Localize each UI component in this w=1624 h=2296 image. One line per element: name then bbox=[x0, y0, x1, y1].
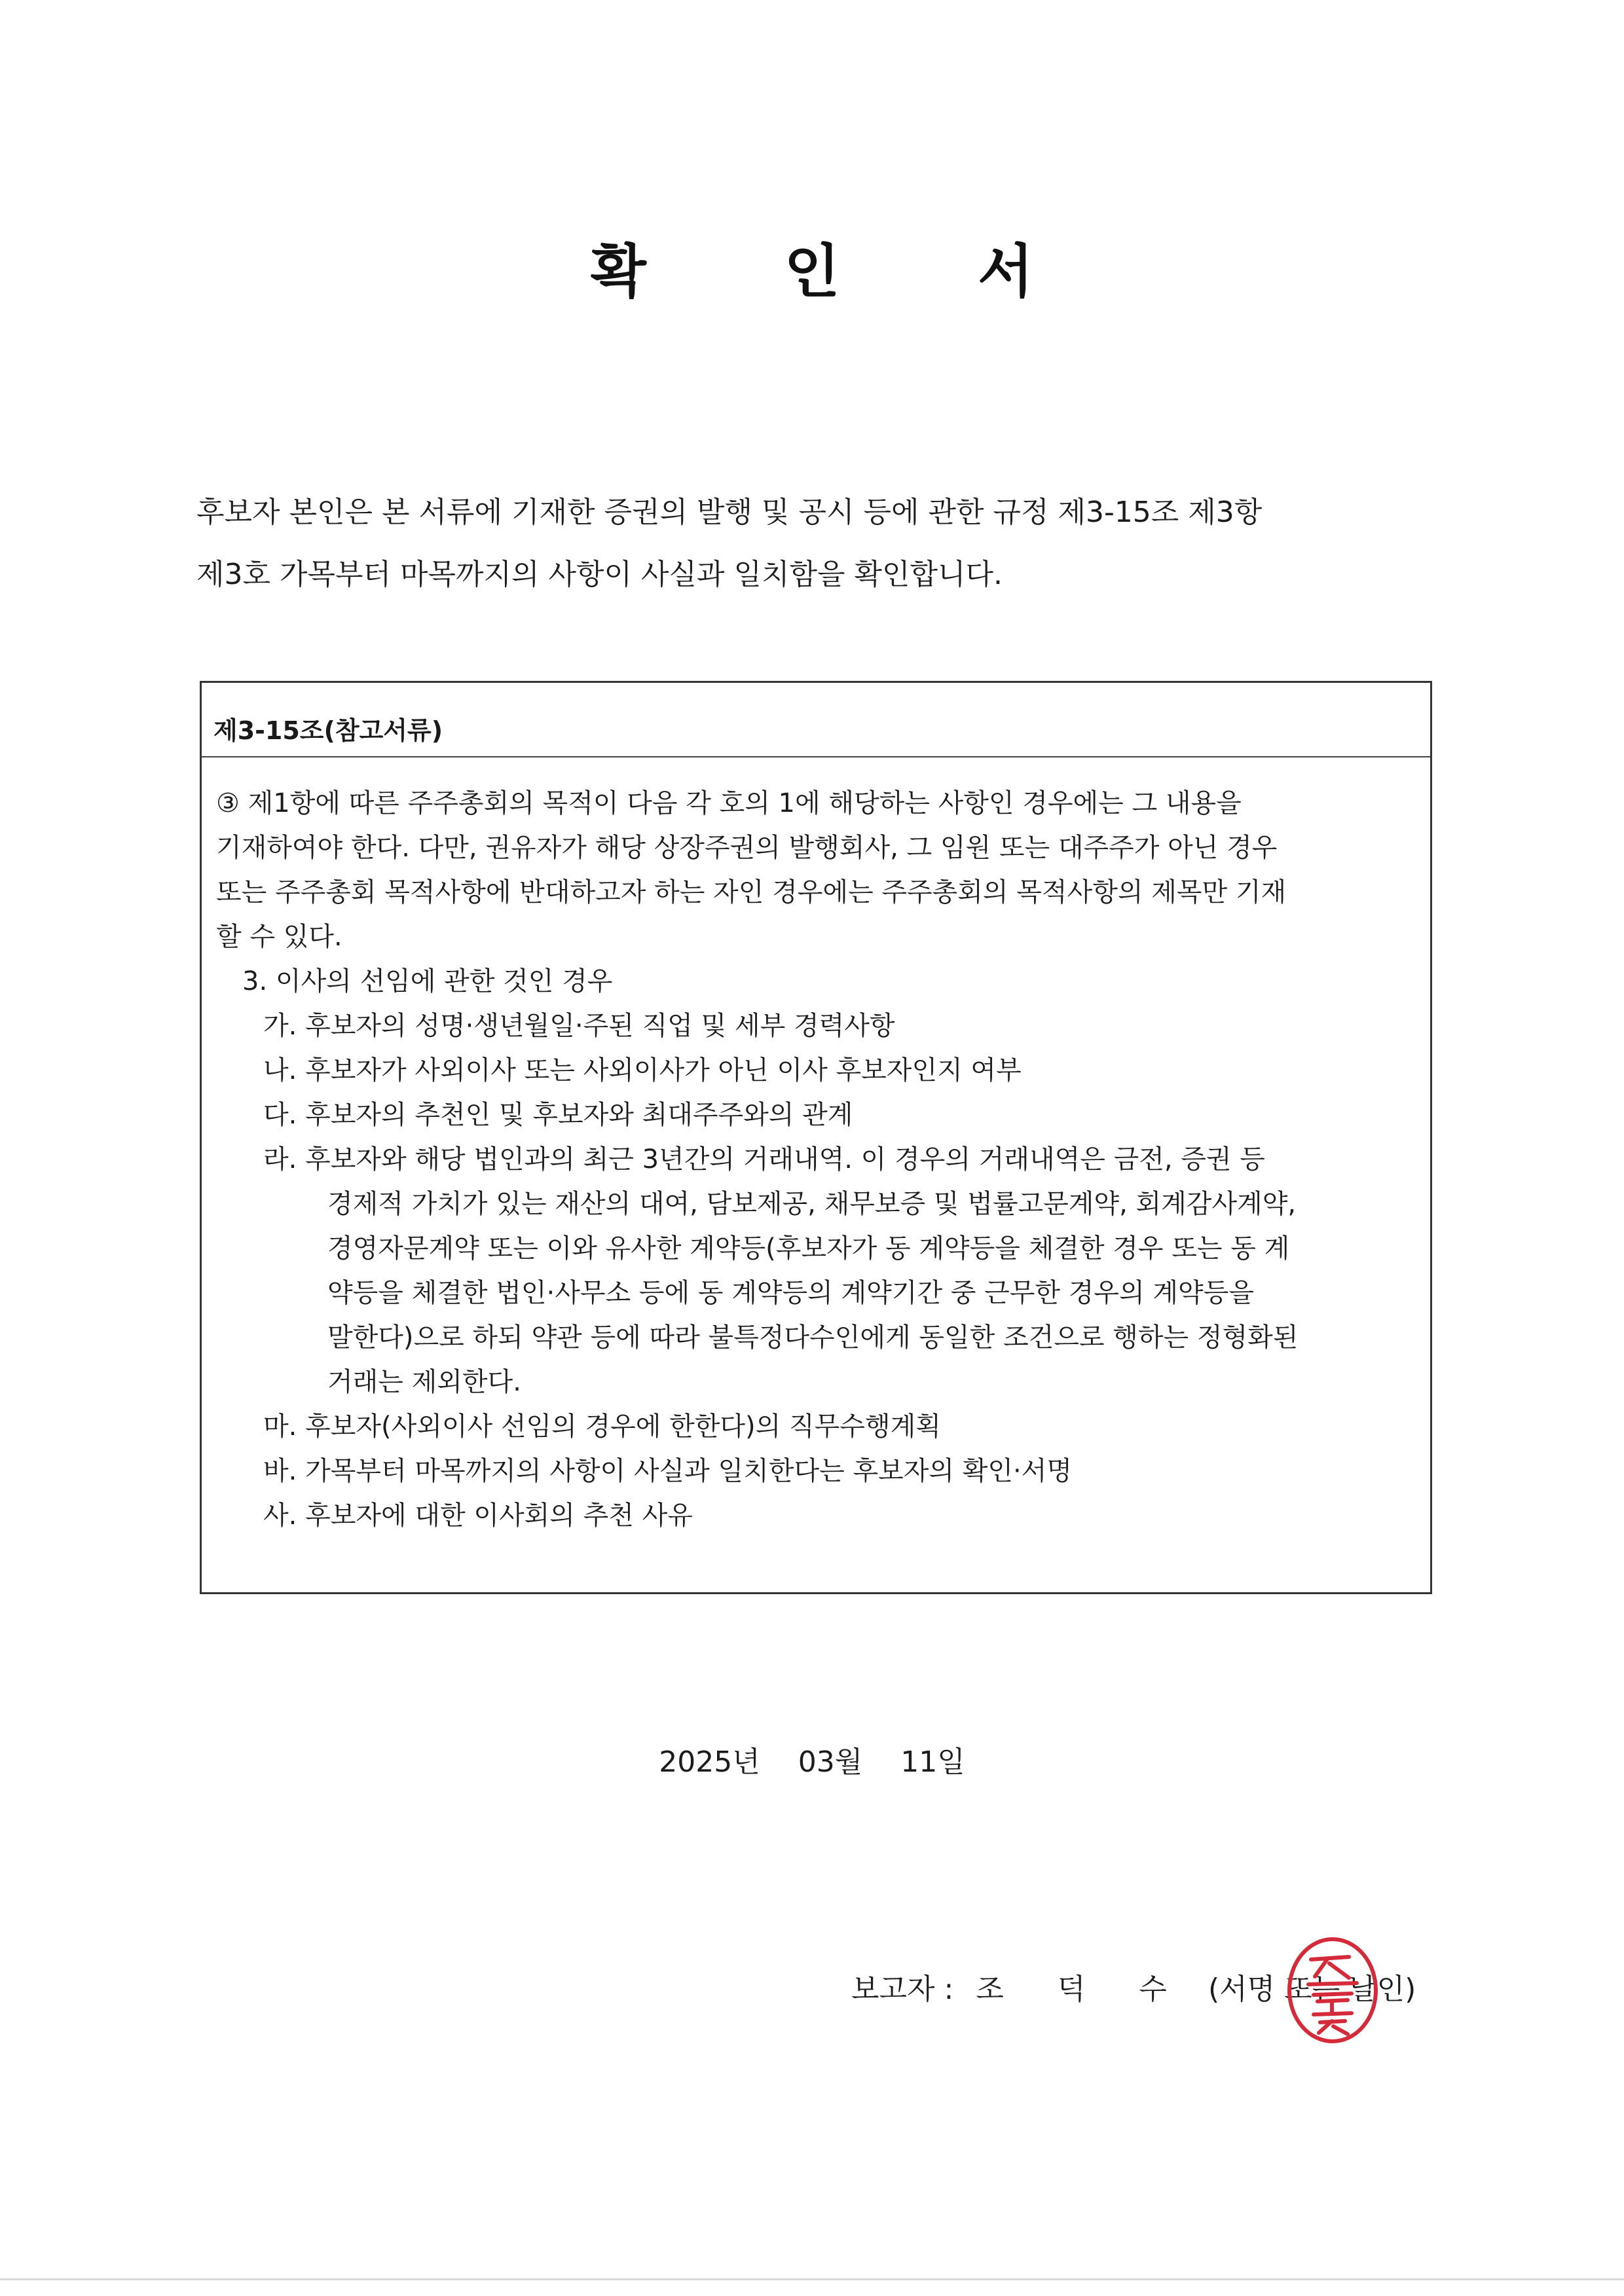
reference-sub-item-ra-cont: 경제적 가치가 있는 재산의 대여, 담보제공, 채무보증 및 법률고문계약, 회계감사계약, bbox=[327, 1189, 1297, 1219]
reference-sub-item-ra-cont: 거래는 제외한다. bbox=[327, 1367, 521, 1397]
reporter-line bbox=[851, 1965, 1189, 2007]
intro-line: 후보자 본인은 본 서류에 기재한 증권의 발행 및 공시 등에 관한 규정 제3-15조 제3항 bbox=[196, 496, 1263, 529]
reporter-label: 보고자 : bbox=[851, 1973, 954, 2006]
reference-sub-item-ba: 바. 가목부터 마목까지의 사항이 사실과 일치한다는 후보자의 확인·서명 bbox=[263, 1456, 1072, 1486]
intro-statement bbox=[196, 481, 1441, 606]
intro-line: 제3호 가목부터 마목까지의 사항이 사실과 일치함을 확인합니다. bbox=[196, 558, 1003, 591]
date-month: 03월 bbox=[798, 1745, 863, 1779]
reference-sub-item-da: 다. 후보자의 추천인 및 후보자와 최대주주와의 관계 bbox=[263, 1100, 853, 1130]
reference-body bbox=[216, 781, 1421, 1538]
reference-item-3: 3. 이사의 선임에 관한 것인 경우 bbox=[242, 966, 613, 996]
reference-paragraph-line: 할 수 있다. bbox=[216, 922, 342, 952]
document-date bbox=[0, 1738, 1624, 1780]
reference-heading: 제3-15조(참고서류) bbox=[213, 716, 443, 745]
reference-sub-item-na: 나. 후보자가 사외이사 또는 사외이사가 아닌 이사 후보자인지 여부 bbox=[263, 1055, 1022, 1085]
scan-edge-line bbox=[0, 2278, 1624, 2280]
name-seal-stamp bbox=[1283, 1935, 1382, 2046]
reference-sub-item-ra: 라. 후보자와 해당 법인과의 최근 3년간의 거래내역. 이 경우의 거래내역은 금전, 증권 등 bbox=[263, 1144, 1265, 1175]
reporter-name: 조 덕 수 bbox=[976, 1973, 1189, 2006]
date-day: 11일 bbox=[900, 1745, 965, 1779]
reference-sub-item-ra-cont: 경영자문계약 또는 이와 유사한 계약등(후보자가 동 계약등을 체결한 경우 또는 동 계 bbox=[327, 1233, 1290, 1264]
reference-paragraph-line: ③ 제1항에 따른 주주총회의 목적이 다음 각 호의 1에 해당하는 사항인 경우에는 그 내용을 bbox=[216, 788, 1242, 818]
reference-sub-item-sa: 사. 후보자에 대한 이사회의 추천 사유 bbox=[263, 1501, 693, 1531]
sign-note: (서명 또는 날인) bbox=[1208, 1973, 1416, 2006]
seal-glyphs bbox=[1308, 1957, 1357, 2034]
reference-paragraph-line: 기재하여야 한다. 다만, 권유자가 해당 상장주권의 발행회사, 그 임원 또는 대주주가 아닌 경우 bbox=[216, 833, 1278, 863]
reference-box bbox=[200, 681, 1432, 1594]
reference-paragraph-line: 또는 주주총회 목적사항에 반대하고자 하는 자인 경우에는 주주총회의 목적사항의 제목만 기재 bbox=[216, 877, 1287, 907]
document-title: 확 인 서 bbox=[590, 238, 1093, 305]
reference-sub-item-ga: 가. 후보자의 성명·생년월일·주된 직업 및 세부 경력사항 bbox=[263, 1011, 895, 1041]
reference-sub-item-ma: 마. 후보자(사외이사 선임의 경우에 한한다)의 직무수행계획 bbox=[263, 1412, 941, 1442]
reference-sub-item-ra-cont: 말한다)으로 하되 약관 등에 따라 불특정다수인에게 동일한 조건으로 행하는 정형화된 bbox=[327, 1322, 1299, 1353]
date-year: 2025년 bbox=[659, 1745, 760, 1779]
reference-sub-item-ra-cont: 약등을 체결한 법인·사무소 등에 동 계약등의 계약기간 중 근무한 경우의 계약등을 bbox=[327, 1278, 1254, 1308]
reference-divider bbox=[202, 756, 1430, 757]
signature-row bbox=[851, 1951, 1473, 2023]
